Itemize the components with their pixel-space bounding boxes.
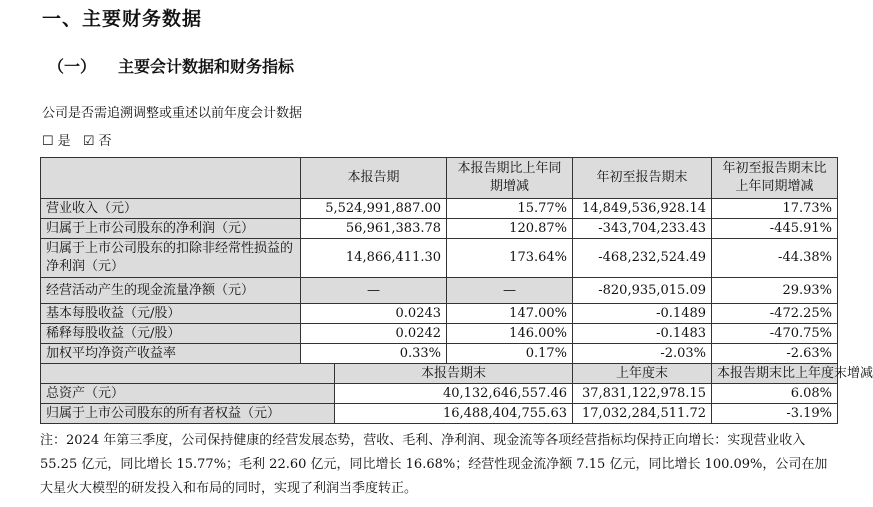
checkbox-no[interactable] — [83, 134, 116, 149]
header-period-end: 本报告期末 — [335, 364, 573, 384]
header-ytd: 年初至报告期末 — [573, 158, 712, 199]
header-prev-year-end: 上年度末 — [573, 364, 712, 384]
restatement-question: 公司是否需追溯调整或重述以前年度会计数据 — [42, 106, 303, 121]
cell-yoy: — — [447, 278, 573, 304]
cell-ytd: -468,232,524.49 — [573, 239, 712, 278]
cell-ytd: -820,935,015.09 — [573, 278, 712, 304]
header-blank — [41, 158, 301, 199]
subsection-heading — [48, 54, 294, 77]
table-row — [41, 324, 838, 344]
row-label: 加权平均净资产收益率 — [41, 344, 301, 364]
financial-data-table — [40, 157, 873, 424]
cell-ytd: -0.1483 — [573, 324, 712, 344]
cell-yoy: 120.87% — [447, 219, 573, 239]
cell-ytd-yoy: -470.75% — [712, 324, 838, 344]
cell-ytd-yoy: -472.25% — [712, 304, 838, 324]
footnote: 注：2024 年第三季度，公司保持健康的经营发展态势，营收、毛利、净利润、现金流等各项经营指标均保持正向增长：实现营业收入 55.25 亿元，同比增长 15.77%；毛利 22.60 亿元，同比增长 16.68%；经营性现金流净额 7.15 亿元，同比增长 100.09%，公司在加大星火大模型的研发投入和布局的同时，实现了利润当季度转正。 — [40, 433, 828, 496]
cell-current: 0.0243 — [301, 304, 447, 324]
table-row — [41, 384, 838, 404]
cell-current: 14,866,411.30 — [301, 239, 447, 278]
cell-current: — — [301, 278, 447, 304]
table-row — [41, 278, 838, 304]
row-label: 归属于上市公司股东的扣除非经常性损益的净利润（元） — [41, 239, 301, 278]
cell-ytd: -343,704,233.43 — [573, 219, 712, 239]
cell-prev-year-end: 17,032,284,511.72 — [573, 404, 712, 424]
balance-header-row — [41, 364, 838, 384]
header-current-yoy: 本报告期比上年同期增减 — [447, 158, 573, 199]
restatement-options — [42, 130, 119, 149]
subsection-title: 主要会计数据和财务指标 — [118, 57, 295, 76]
row-label: 稀释每股收益（元/股） — [41, 324, 301, 344]
cell-period-end: 16,488,404,755.63 — [335, 404, 573, 424]
cell-current: 0.33% — [301, 344, 447, 364]
cell-ytd: -2.03% — [573, 344, 712, 364]
table-row — [41, 199, 838, 219]
cell-ytd: 14,849,536,928.14 — [573, 199, 712, 219]
table-row — [41, 219, 838, 239]
option-no-label: 否 — [98, 134, 112, 149]
table-row — [41, 304, 838, 324]
cell-yoy: 15.77% — [447, 199, 573, 219]
section-title: 一、主要财务数据 — [42, 8, 203, 30]
cell-yoy: 146.00% — [447, 324, 573, 344]
cell-change: -3.19% — [712, 404, 838, 424]
row-label: 营业收入（元） — [41, 199, 301, 219]
table-row — [41, 344, 838, 364]
header-current-period: 本报告期 — [301, 158, 447, 199]
checked-box-icon: ☑ — [82, 134, 95, 149]
table-row — [41, 239, 838, 278]
cell-yoy: 147.00% — [447, 304, 573, 324]
unchecked-box-icon: ☐ — [42, 134, 54, 149]
option-yes-label: 是 — [57, 134, 71, 149]
header-blank — [41, 364, 335, 384]
checkbox-yes[interactable] — [42, 134, 75, 149]
header-period-change: 本报告期末比上年度末增减 — [712, 364, 838, 384]
cell-yoy: 173.64% — [447, 239, 573, 278]
cell-current: 5,524,991,887.00 — [301, 199, 447, 219]
cell-current: 0.0242 — [301, 324, 447, 344]
cell-prev-year-end: 37,831,122,978.15 — [573, 384, 712, 404]
row-label: 归属于上市公司股东的净利润（元） — [41, 219, 301, 239]
row-label: 基本每股收益（元/股） — [41, 304, 301, 324]
row-label: 总资产（元） — [41, 384, 335, 404]
cell-ytd: -0.1489 — [573, 304, 712, 324]
cell-ytd-yoy: -445.91% — [712, 219, 838, 239]
row-label: 经营活动产生的现金流量净额（元） — [41, 278, 301, 304]
header-ytd-yoy: 年初至报告期末比上年同期增减 — [712, 158, 838, 199]
cell-ytd-yoy: -44.38% — [712, 239, 838, 278]
subsection-index: （一） — [48, 57, 97, 76]
table-row — [41, 404, 838, 424]
cell-ytd-yoy: 17.73% — [712, 199, 838, 219]
cell-change: 6.08% — [712, 384, 838, 404]
table-header-row — [41, 158, 838, 199]
cell-ytd-yoy: -2.63% — [712, 344, 838, 364]
row-label: 归属于上市公司股东的所有者权益（元） — [41, 404, 335, 424]
cell-period-end: 40,132,646,557.46 — [335, 384, 573, 404]
cell-ytd-yoy: 29.93% — [712, 278, 838, 304]
cell-yoy: 0.17% — [447, 344, 573, 364]
cell-current: 56,961,383.78 — [301, 219, 447, 239]
